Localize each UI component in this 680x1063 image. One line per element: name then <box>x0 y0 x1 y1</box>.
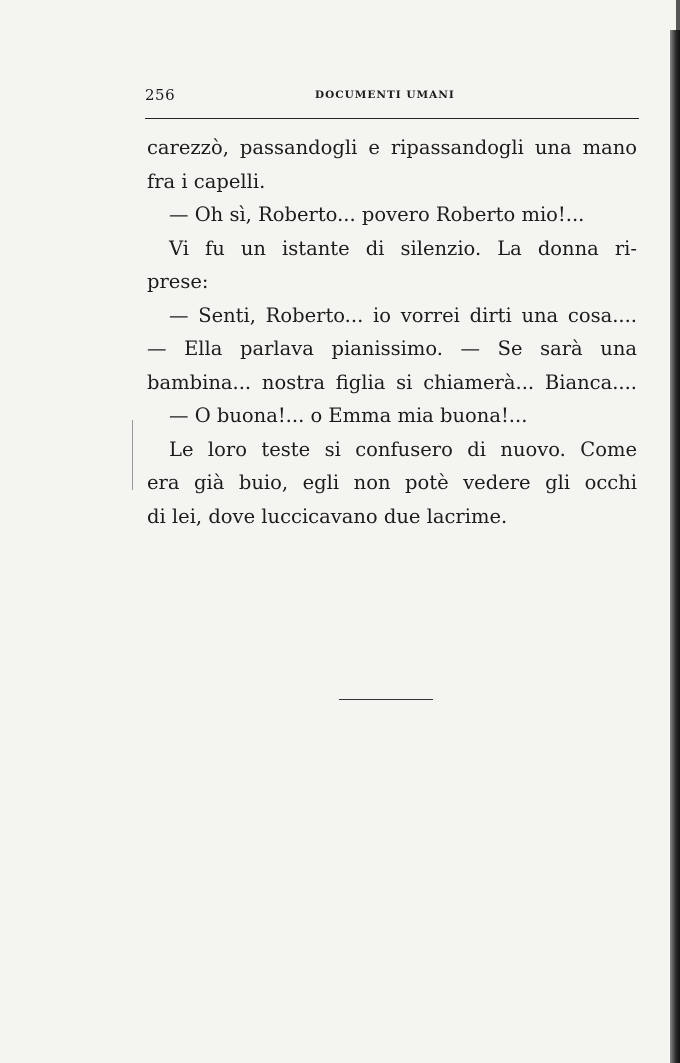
text-line: fra i capelli. <box>147 169 266 193</box>
text-line: Le loro teste si confusero di nuovo. Come <box>169 437 637 461</box>
margin-mark <box>132 420 133 490</box>
text-line: — Senti, Roberto... io vorrei dirti una cosa.... <box>169 303 637 327</box>
header-rule <box>145 118 639 119</box>
text-line: — O buona!... o Emma mia buona!... <box>169 404 528 427</box>
running-title: DOCUMENTI UMANI <box>315 89 455 101</box>
end-rule <box>339 699 433 700</box>
page-header <box>145 86 638 106</box>
text-line: Vi fu un istante di silenzio. La donna ri- <box>169 236 637 260</box>
scan-edge <box>670 30 680 1063</box>
text-line: prese: <box>147 270 209 293</box>
page-number: 256 <box>145 86 176 104</box>
text-line: era già buio, egli non potè vedere gli occhi <box>147 471 637 494</box>
text-line: — Oh sì, Roberto... povero Roberto mio!... <box>169 203 585 226</box>
body-text <box>147 131 637 533</box>
scan-edge-top <box>676 0 680 30</box>
text-line: carezzò, passandogli e ripassandogli una mano <box>147 136 637 159</box>
text-line: bambina... nostra figlia si chiamerà... Bianca.... <box>147 370 637 394</box>
text-line: di lei, dove luccicavano due lacrime. <box>147 504 508 528</box>
text-line: — Ella parlava pianissimo. — Se sarà una <box>147 337 637 360</box>
